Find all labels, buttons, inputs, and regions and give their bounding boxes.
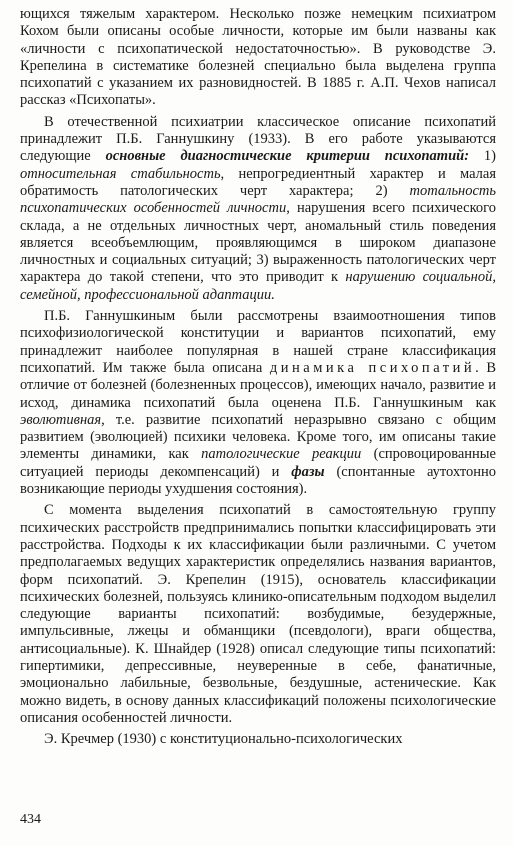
text-span: , нарушения всего психического склада, а не отдельных личностных черт, аномальный стиль поведения является всеобъемлющим, проявляющимся в широком диапазоне личностных и социальных ситуаций; 3) выраженность патологических черт характера до такой степени, что это приводит к [20,200,497,286]
paragraph-3 [20,308,496,498]
bold-italic-term: основные диагностические критерии психопатий: [105,148,470,165]
body-text [20,6,496,752]
bold-italic-term: фазы [291,463,325,480]
paragraph-2 [20,114,496,304]
text-span: . В отличие от болезней (болезненных процессов), имеющих начало, развитие и исход, динамика психопатий была оценена П.Б. Ганнушкиным как [20,359,497,411]
text-span: П.Б. Ганнушкиным были рассмотрены взаимоотношения типов психофизиологической конституции и вариантов психопатий, ему принадлежит наиболее популярная в нашей стране классификация психопатий. Им также была описана [20,308,496,376]
text-span: , непрогредиентный характер и малая обратимость патологических черт характера; 2) [20,165,496,199]
paragraph-4: С момента выделения психопатий в самостоятельную группу психических расстройств предпринимались попытки классифицировать эти расстройства. Подходы к их классификации были различными. С учетом предполагаемых ведущих характеристик определялись названия вариантов, форм психопатий. Э. Крепелин (1915), основатель классификации психических болезней, пользуясь клинико-описательным подходом выделил следующие варианты психопатий: возбудимые, безудержные, импульсивные, лжецы и обманщики (псевдологи), враги общества, антисоциальные). К. Шнайдер (1928) описал следующие типы психопатий: гипертимики, депрессивные, неуверенные в себе, фанатичные, эмоционально лабильные, безвольные, бездушные, астенические. Как можно видеть, в основу данных классификаций положены психологические описания особенностей личности. [20,502,496,726]
italic-term: относительная стабильность [20,165,221,182]
italic-term: эволютивная [20,411,102,428]
paragraph-5: Э. Кречмер (1930) с конституционально-психологических [44,731,403,748]
text-span: (спонтанные аутохтонно возникающие периоды ухудшения состояния). [20,463,496,498]
text-span: , т.е. развитие психопатий неразрывно связано с общим развитием (эволюцией) психики человека. Кроме того, им описаны такие элементы динамики, как [20,411,496,463]
text-span: 1) [469,148,496,165]
text-span: В отечественной психиатрии классическое описание психопатий принадлежит П.Б. Ганнушкину (1933). В его работе указываются следующие [20,113,496,165]
spaced-term: динамика психопатий [269,359,476,376]
paragraph-1: ющихся тяжелым характером. Несколько позже немецким психиатром Кохом были описаны особые личности, которые им были названы как «личности с психопатической недостаточностью». В руководстве Э. Крепелина в систематике болезней специально была выделена группа психопатий с указанием их разновидностей. В 1885 г. А.П. Чехов написал рассказ «Психопаты». [20,6,496,109]
italic-term: патологические реакции [201,446,362,463]
page-number: 434 [20,812,41,827]
italic-term: тотальность психопатических особенностей личности [20,182,496,217]
text-span: (спровоцированные ситуацией периоды декомпенсаций) и [20,446,496,480]
italic-term: нарушению социальной, семейной, профессиональной адаптации. [20,269,496,303]
